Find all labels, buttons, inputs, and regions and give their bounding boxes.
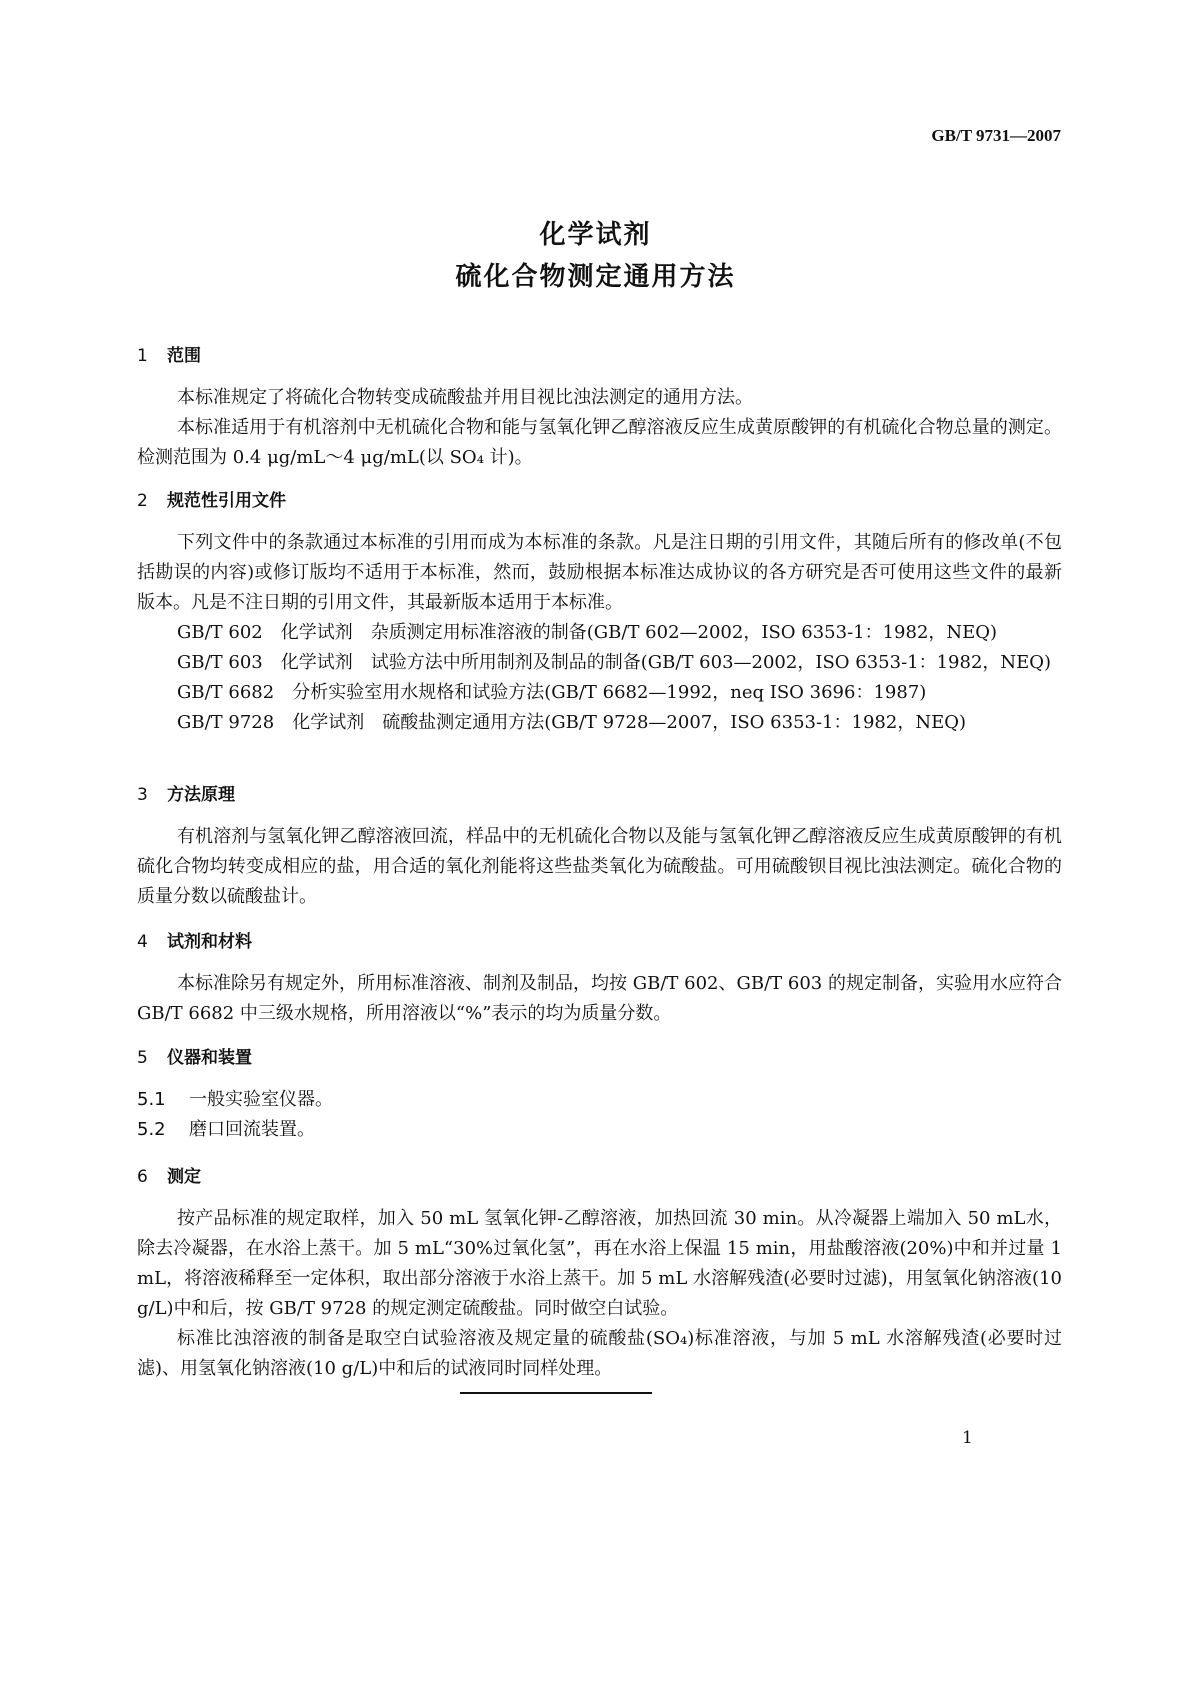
reference-item: GB/T 603 化学试剂 试验方法中所用制剂及制品的制备(GB/T 603—2002，ISO 6353-1：1982，NEQ) xyxy=(177,652,1052,673)
section-reagents xyxy=(137,927,1062,1029)
end-rule xyxy=(460,1392,652,1394)
paragraph: 有机溶剂与氢氧化钾乙醇溶液回流，样品中的无机硫化合物以及能与氢氧化钾乙醇溶液反应生成黄原酸钾的有机硫化合物均转变成相应的盐，用合适的氧化剂能将这些盐类氧化为硫酸盐。可用硫酸钡目视比浊法测定。硫化合物的质量分数以硫酸盐计。 xyxy=(137,826,1062,907)
paragraph: 下列文件中的条款通过本标准的引用而成为本标准的条款。凡是注日期的引用文件，其随后所有的修改单(不包括勘误的内容)或修订版均不适用于本标准，然而，鼓励根据本标准达成协议的各方研究是否可使用这些文件的最新版本。凡是不注日期的引用文件，其最新版本适用于本标准。 xyxy=(137,532,1062,613)
section-heading: 试剂和材料 xyxy=(167,932,252,952)
paragraph: 标准比浊溶液的制备是取空白试验溶液及规定量的硫酸盐(SO₄)标准溶液，与加 5 mL 水溶解残渣(必要时过滤)、用氢氧化钠溶液(10 g/L)中和后的试液同时同样处理。 xyxy=(137,1328,1062,1379)
section-determination xyxy=(137,1162,1062,1384)
paragraph: 本标准适用于有机溶剂中无机硫化合物和能与氢氧化钾乙醇溶液反应生成黄原酸钾的有机硫化合物总量的测定。检测范围为 0.4 μg/mL～4 μg/mL(以 SO₄ 计)。 xyxy=(137,417,1062,468)
section-heading: 仪器和装置 xyxy=(167,1048,252,1068)
section-heading: 测定 xyxy=(167,1167,201,1187)
section-scope xyxy=(137,341,1062,473)
section-heading: 方法原理 xyxy=(167,785,235,805)
section-number: 4 xyxy=(137,932,148,952)
subitem xyxy=(137,1085,1062,1115)
reference-item: GB/T 602 化学试剂 杂质测定用标准溶液的制备(GB/T 602—2002，ISO 6353-1：1982，NEQ) xyxy=(177,622,998,643)
subitem xyxy=(137,1115,1062,1145)
standard-number: GB/T 9731—2007 xyxy=(931,126,1061,145)
section-apparatus xyxy=(137,1043,1062,1145)
subitem-number: 5.1 xyxy=(137,1089,166,1110)
section-number: 5 xyxy=(137,1048,148,1068)
subitem-text: 磨口回流装置。 xyxy=(189,1119,315,1140)
paragraph: 本标准除另有规定外，所用标准溶液、制剂及制品，均按 GB/T 602、GB/T 603 的规定制备，实验用水应符合 GB/T 6682 中三级水规格，所用溶液以“%”表示的均为质量分数。 xyxy=(137,973,1062,1024)
subitem-number: 5.2 xyxy=(137,1119,166,1140)
reference-item: GB/T 6682 分析实验室用水规格和试验方法(GB/T 6682—1992，neq ISO 3696：1987) xyxy=(177,682,927,703)
paragraph: 本标准规定了将硫化合物转变成硫酸盐并用目视比浊法测定的通用方法。 xyxy=(177,387,753,408)
section-principle xyxy=(137,780,1062,912)
paragraph: 按产品标准的规定取样，加入 50 mL 氢氧化钾-乙醇溶液，加热回流 30 min。从冷凝器上端加入 50 mL水，除去冷凝器，在水浴上蒸干。加 5 mL“30%过氧化氢”，再在水浴上保温 15 min，用盐酸溶液(20%)中和并过量 1 mL，将溶液稀释至一定体积，取出部分溶液于水浴上蒸干。加 5 mL 水溶解残渣(必要时过滤)，用氢氧化钠溶液(10 g/L)中和后，按 GB/T 9728 的规定测定硫酸盐。同时做空白试验。 xyxy=(137,1208,1062,1319)
section-heading: 规范性引用文件 xyxy=(167,491,286,511)
document-title-line2: 硫化合物测定通用方法 xyxy=(455,262,736,292)
section-number: 2 xyxy=(137,491,148,511)
document-title-line1: 化学试剂 xyxy=(539,220,652,250)
subitem-text: 一般实验室仪器。 xyxy=(189,1089,333,1110)
section-heading: 范围 xyxy=(167,346,201,366)
section-number: 1 xyxy=(137,346,148,366)
section-number: 6 xyxy=(137,1167,148,1187)
reference-item: GB/T 9728 化学试剂 硫酸盐测定通用方法(GB/T 9728—2007，ISO 6353-1：1982，NEQ) xyxy=(177,712,966,733)
section-normative-references xyxy=(137,486,1062,738)
section-number: 3 xyxy=(137,785,148,805)
page-number: 1 xyxy=(962,1428,973,1448)
